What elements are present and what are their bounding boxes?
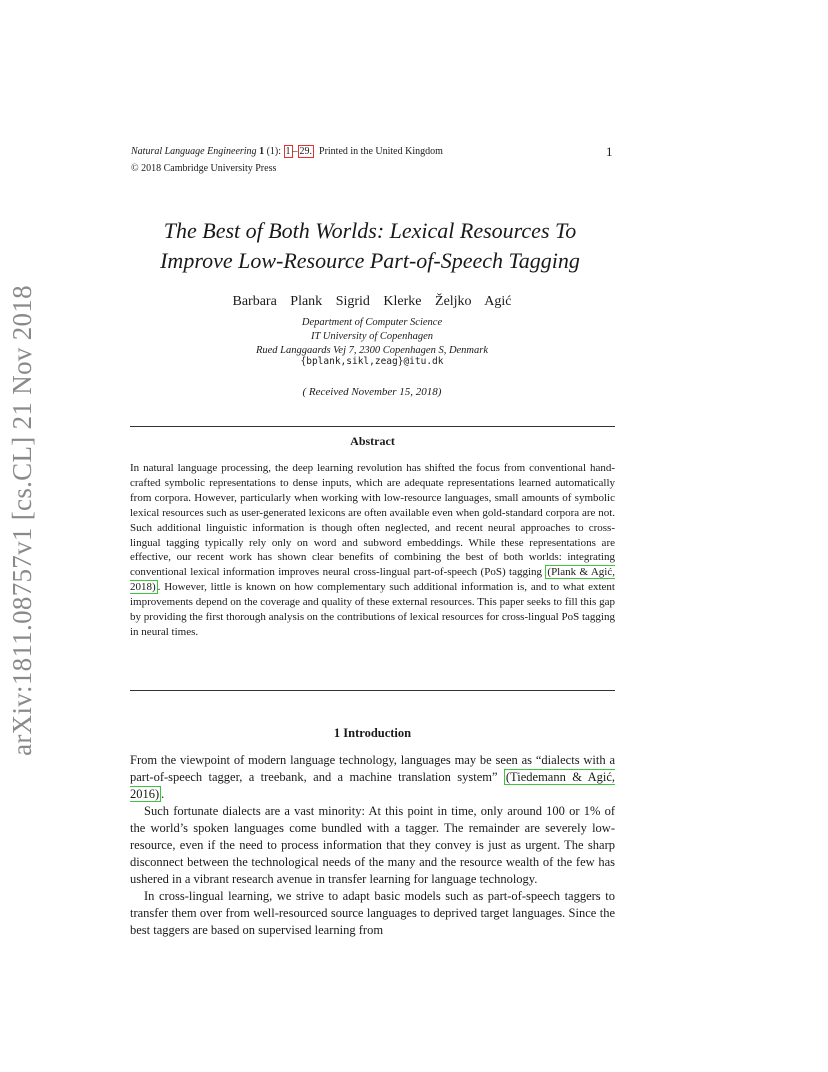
author-3: Željko Agić [435,294,512,309]
introduction-heading: 1 Introduction [333,726,412,740]
page-end-link[interactable]: 29. [299,146,313,157]
citation-tiedemann-agic-link[interactable]: (Tiedemann & Agić, 2016) [130,770,616,801]
intro-p1-text: From the viewpoint of modern language technology, languages may be seen as “dialects with a part-of-speech tagger, a treebank, and a machine translation system” [130,753,615,784]
intro-p1-end: . [161,787,165,801]
copyright: © 2018 Cambridge University Press [131,163,277,174]
affiliation-univ: IT University of Copenhagen [310,331,433,342]
abstract-body [130,461,615,640]
affiliation-dept: Department of Computer Science [301,317,443,328]
author-2: Sigrid Klerke [335,294,422,309]
abstract-top-rule [130,426,615,427]
page-start-link[interactable]: 1 [285,146,291,157]
author-emails: {bplank,sikl,zeag}@itu.dk [300,356,444,367]
intro-paragraph-2: Such fortunate dialects are a vast minority: At this point in time, only around 100 or 1% of the world’s spoken languages come bundled with a tagger. The remainder are severely low-resource, even if the need to process information that they convey is just as urgent. The sharp disconnect between the technological needs of the many and the resource wealth of the few has ushered in a vibrant research avenue in transfer learning for language technology. [130,804,615,886]
author-1: Barbara Plank [232,294,323,309]
paper-title [100,216,640,276]
title-line-1: The Best of Both Worlds: Lexical Resources To [163,218,577,243]
journal-issue: (1): [266,146,282,157]
received-date: ( Received November 15, 2018) [302,386,442,398]
author-list [130,294,614,310]
abstract-heading: Abstract [350,434,395,448]
page-number: 1 [606,144,613,159]
arxiv-stamp-text: arXiv:1811.08757v1 [cs.CL] 21 Nov 2018 [6,284,37,756]
introduction-body [130,752,615,939]
citation-plank-agic-link[interactable]: (Plank & Agić, 2018) [130,566,615,594]
printed-note: Printed in the United Kingdom [319,146,443,157]
arxiv-stamp [0,270,44,770]
intro-paragraph-3: In cross-lingual learning, we strive to adapt basic models such as part-of-speech taggers to transfer them over from well-resourced source languages to deprived target languages. Since the best taggers are based on supervised learning from [130,889,615,937]
abstract-text-1: In natural language processing, the deep learning revolution has shifted the focus from conventional hand-crafted symbolic representations to dense inputs, which are adequate representations learned automatically from corpora. However, particularly when working with low-resource languages, small amounts of symbolic lexical resources such as user-generated lexicons are often available even when gold-standard corpora are not. Such additional linguistic information is though often neglected, and recent neural approaches to cross-lingual tagging typically rely only on word and subword embeddings. While these representations are effective, our recent work has shown clear benefits of combining the best of both worlds: integrating conventional lexical information improves neural cross-lingual part-of-speech (PoS) tagging [130,462,615,579]
title-line-2: Improve Low-Resource Part-of-Speech Tagging [160,248,580,273]
abstract-bottom-rule [130,690,615,691]
journal-volume: 1 [259,146,265,157]
affiliation [130,316,614,358]
abstract-text-2: . However, little is known on how complementary such additional information is, and to what extent improvements depend on the coverage and quality of these external resources. This paper seeks to fill this gap by providing the first thorough analysis on the contributions of lexical resources for cross-lingual PoS tagging in neural times. [130,581,615,638]
affiliation-address: Rued Langgaards Vej 7, 2300 Copenhagen S, Denmark [255,345,489,356]
journal-name: Natural Language Engineering [131,146,257,157]
journal-header: Natural Language Engineering 1 (1): 1 – 29. Printed in the United Kingdom [131,146,443,157]
intro-paragraph-1 [130,752,615,803]
